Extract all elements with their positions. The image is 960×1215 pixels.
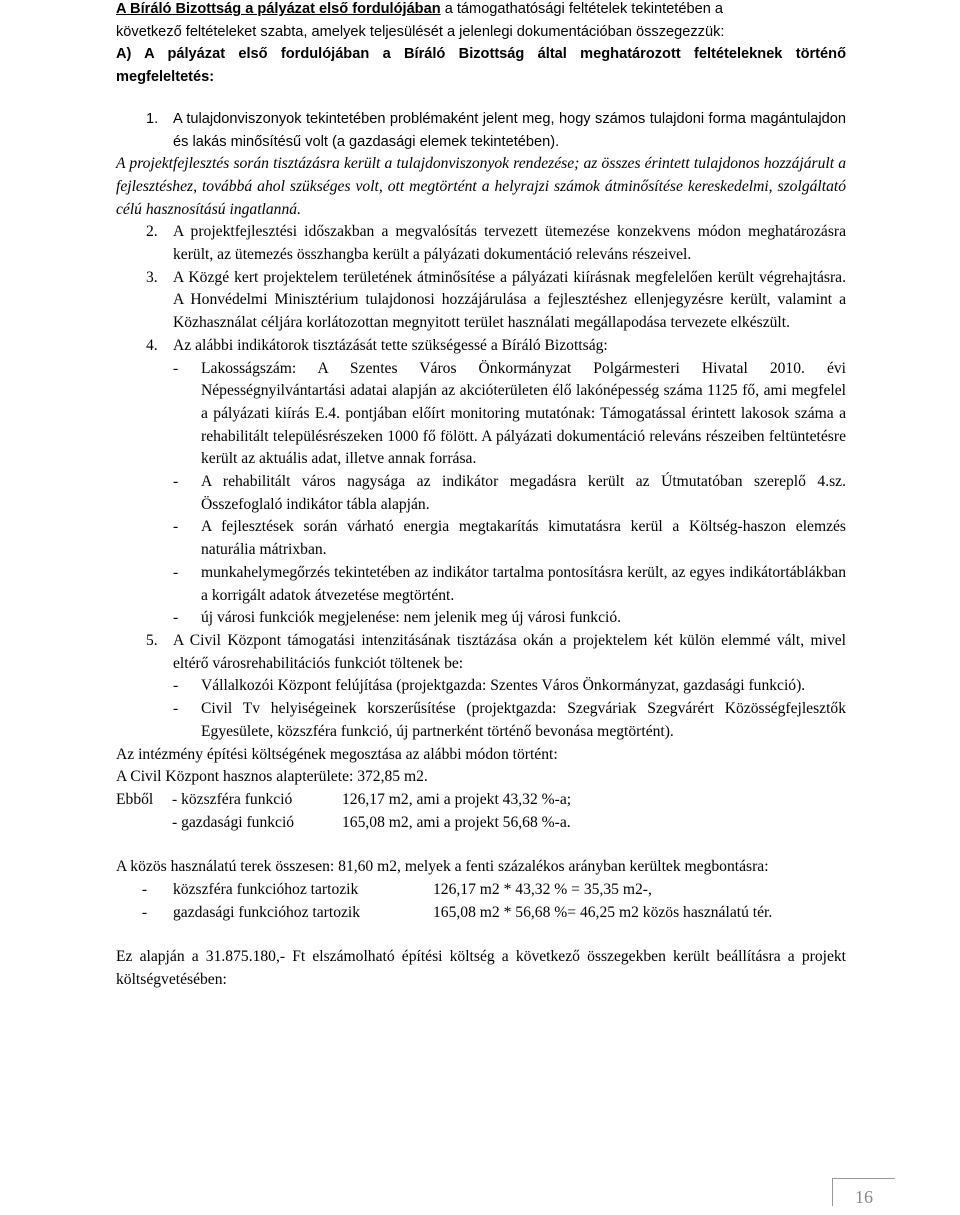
common-row-public: - közszféra funkcióhoz tartozik 126,17 m2 * 43,32 % = 35,35 m2-, <box>116 879 846 902</box>
cost-row-label: - gazdasági funkció <box>172 813 295 831</box>
item-1-italic: A projektfejlesztés során tisztázásra került a tulajdonviszonyok rendezése; az összes érintett tulajdonos hozzájárult a fejlesztéshez, továbbá ahol szükséges volt, ott megtörtént a helyrajzi számok átminősítése kereskedelmi, szolgáltató célú hasznosítású ingatlanná. <box>116 155 846 218</box>
item-4-number: 4. <box>146 336 158 354</box>
item-4-bullet: - A fejlesztések során várható energia megtakarítás kimutatásra kerül a Költség-haszon elemzés naturália mátrixban. <box>173 518 846 559</box>
intro-heading: A Bíráló Bizottság a pályázat első fordulójában <box>116 1 441 17</box>
spacer <box>116 89 846 108</box>
cost-row-value: 165,08 m2, ami a projekt 56,68 %-a. <box>342 813 571 831</box>
cost-ebbol: Ebből <box>116 790 154 808</box>
common-row-label: közszféra funkcióhoz tartozik <box>173 881 359 899</box>
cost-row-public <box>116 789 846 812</box>
closing-text: Ez alapján a 31.875.180,- Ft elszámolható építési költség a következő összegekben került beállításra a projekt költségvetésében: <box>116 948 846 989</box>
cost-line-1: Az intézmény építési költségének megosztása az alábbi módon történt: <box>116 745 558 763</box>
common-row-value: 165,08 m2 * 56,68 %= 46,25 m2 közös használatú tér. <box>433 903 773 921</box>
item-1 <box>116 108 846 153</box>
spacer <box>116 834 846 856</box>
item-4-bullet: - Lakosságszám: A Szentes Város Önkormányzat Polgármesteri Hivatal 2010. évi Népességnyilvántartási adatai alapján az akcióterületen élő lakónépesség száma 1125 fő, ami megfelel a pályázati kiírás E.4. pontjában előírt monitoring mutatónak: Támogatással érintett lakosok száma a rehabilitált településrészeken 1000 fő fölött. A pályázati dokumentáció releváns részeiben feltüntetésre került az aktuális adat, illetve annak forrása. <box>173 359 846 468</box>
item-1-number: 1. <box>146 110 159 127</box>
item-3-text: A Közgé kert projektelem területének átminősítése a pályázati kiírásnak megfelelően került végrehajtásra. A Honvédelmi Minisztérium tulajdonosi hozzájárulása a fejlesztéshez ellenjegyzésre került, valamint a Közhasználat céljára korlátozottan megnyitott terület használati megállapodása tervezete elkészült. <box>173 268 846 332</box>
item-5-text: A Civil Központ támogatási intenzitásának tisztázása okán a projektelem két külön elemmé vált, mivel eltérő városrehabilitációs funkciót töltenek be: <box>173 631 846 672</box>
item-4-text: Az alábbi indikátorok tisztázását tette szükségessé a Bíráló Bizottság: <box>173 336 608 354</box>
cost-row-label: - közszféra funkció <box>172 790 293 808</box>
item-2 <box>116 221 846 266</box>
common-area-text: A közös használatú terek összesen: 81,60 m2, melyek a fenti százalékos arányban kerültek megbontásra: <box>116 858 769 876</box>
common-row-value: 126,17 m2 * 43,32 % = 35,35 m2-, <box>433 881 652 899</box>
item-5-bullet: - Vállalkozói Központ felújítása (projektgazda: Szentes Város Önkormányzat, gazdasági funkció). <box>173 677 806 695</box>
page-number: 16 <box>832 1178 895 1206</box>
document-page <box>116 0 846 992</box>
common-row-economic: - gazdasági funkcióhoz tartozik 165,08 m2 * 56,68 %= 46,25 m2 közös használatú tér. <box>116 902 846 925</box>
intro-paragraph <box>116 0 846 43</box>
item-3-number: 3. <box>146 268 158 286</box>
intro-heading-rest: a támogathatósági feltételek tekintetében a <box>440 1 723 17</box>
item-2-text: A projektfejlesztési időszakban a megvalósítás tervezett ütemezése konzekvens módon meghatározásra került, az ütemezés összhangba került a pályázati dokumentáció releváns részeivel. <box>173 223 846 264</box>
intro-line2: következő feltételeket szabta, amelyek teljesülését a jelenlegi dokumentációban összegezzük: <box>116 23 725 40</box>
common-row-label: gazdasági funkcióhoz tartozik <box>173 903 361 921</box>
section-a-heading: A) A pályázat első fordulójában a Bíráló Bizottság által meghatározott feltételeknek történő megfeleltetés: <box>116 46 846 86</box>
cost-line-2: A Civil Központ hasznos alapterülete: 372,85 m2. <box>116 768 428 786</box>
item-5-number: 5. <box>146 631 158 649</box>
item-5 <box>116 630 846 675</box>
item-2-number: 2. <box>146 223 158 241</box>
spacer <box>116 924 846 946</box>
item-5-bullet: - Civil Tv helyiségeinek korszerűsítése (projektgazda: Szegváriak Szegvárért Közösségfejlesztők Egyesülete, közszféra funkció, új partnerként történő bevonása megtörtént). <box>173 700 846 740</box>
item-1-text: A tulajdonviszonyok tekintetében problémaként jelent meg, hogy számos tulajdoni forma magántulajdon és lakás minősítésű volt (a gazdasági elemek tekintetében). <box>173 110 846 150</box>
cost-row-value: 126,17 m2, ami a projekt 43,32 %-a; <box>342 790 572 808</box>
cost-row-economic <box>116 812 846 835</box>
item-4 <box>116 335 846 358</box>
item-4-bullet: - A rehabilitált város nagysága az indikátor megadásra került az Útmutatóban szereplő 4.sz. Összefoglaló indikátor tábla alapján. <box>173 473 846 513</box>
item-4-bullet: - új városi funkciók megjelenése: nem jelenik meg új városi funkció. <box>173 609 622 627</box>
item-4-bullet: - munkahelymegőrzés tekintetében az indikátor tartalma pontosításra került, az egyes indikátortáblákban a korrigált adatok átvezetése megtörtént. <box>173 563 846 604</box>
item-3 <box>116 267 846 335</box>
